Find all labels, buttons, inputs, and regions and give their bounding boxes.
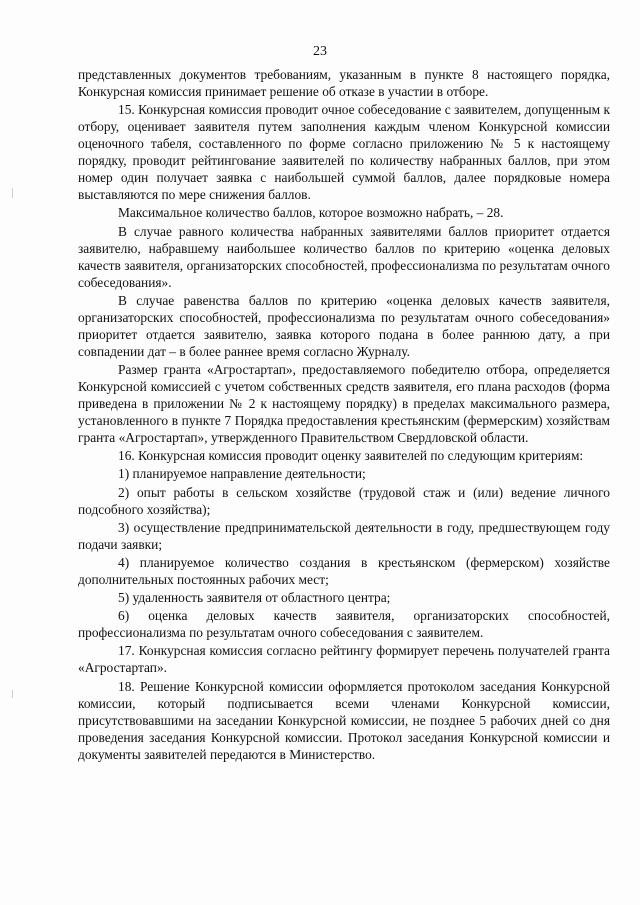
document-body bbox=[78, 66, 610, 764]
paragraph-continuation: представленных документов требованиям, указанным в пункте 8 настоящего порядка, Конкурсная комиссия принимает решение об отказе в участии в отборе. bbox=[78, 67, 610, 99]
paragraph-equal-score-priority: В случае равного количества набранных заявителями баллов приоритет отдается заявителю, набравшему наибольшее количество баллов по критерию «оценка деловых качеств заявителя, организаторских способностей, профессионализма по результатам очного собеседования». bbox=[78, 223, 610, 290]
criterion-4: 4) планируемое количество создания в крестьянском (фермерском) хозяйстве дополнительных постоянных рабочих мест; bbox=[78, 554, 610, 587]
criterion-5: 5) удаленность заявителя от областного центра; bbox=[118, 590, 391, 606]
criterion-2: 2) опыт работы в сельском хозяйстве (трудовой стаж и (или) ведение личного подсобного хозяйства); bbox=[78, 484, 610, 517]
paragraph-item-16: 16. Конкурсная комиссия проводит оценку заявителей по следующим критериям: bbox=[118, 448, 584, 464]
scan-margin-mark-top bbox=[12, 188, 13, 198]
scan-margin-mark-bottom bbox=[12, 690, 13, 698]
paragraph-max-score: Максимальное количество баллов, которое возможно набрать, – 28. bbox=[118, 205, 504, 221]
page-number: 23 bbox=[313, 44, 327, 59]
paragraph-item-15: 15. Конкурсная комиссия проводит очное собеседование с заявителем, допущенным к отбору, оценивает заявителя путем заполнения каждым членом Конкурсной комиссии оценочного табеля, составленного по форме согласно приложению № 5 к настоящему порядку, проводит рейтингование заявителей по количеству набранных баллов, при этом номер один получает заявка с наибольшей суммой баллов, далее порядковые номера выставляются по мере снижения баллов. bbox=[78, 102, 610, 203]
paragraph-item-17: 17. Конкурсная комиссия согласно рейтингу формирует перечень получателей гранта «Агростартап». bbox=[78, 643, 610, 676]
paragraph-equal-criterion-priority: В случае равенства баллов по критерию «оценка деловых качеств заявителя, организаторских способностей, профессионализма по результатам очного собеседования» приоритет отдается заявителю, заявка которого подана в более раннюю дату, а при совпадении дат – в более раннее время согласно Журналу. bbox=[78, 292, 610, 359]
paragraph-item-18: 18. Решение Конкурсной комиссии оформляется протоколом заседания Конкурсной комиссии, который подписывается всеми членами Конкурсной комиссии, присутствовавшими на заседании Конкурсной комиссии, не позднее 5 рабочих дней со дня проведения заседания Конкурсной комиссии. Протокол заседания Конкурсной комиссии и документы заявителей передаются в Министерство. bbox=[78, 678, 610, 762]
criterion-3: 3) осуществление предпринимательской деятельности в году, предшествующем году подачи заявки; bbox=[78, 519, 610, 552]
paragraph-grant-size: Размер гранта «Агростартап», предоставляемого победителю отбора, определяется Конкурсной комиссией с учетом собственных средств заявителя, его плана расходов (форма приведена в приложении № 2 к настоящему порядку) в пределах максимального размера, установленного в пункте 7 Порядка предоставления крестьянским (фермерским) хозяйствам гранта «Агростартап», утвержденного Правительством Свердловской области. bbox=[78, 361, 610, 445]
criterion-6: 6) оценка деловых качеств заявителя, организаторских способностей, профессионализма по результатам очного собеседования с заявителем. bbox=[78, 608, 610, 641]
criterion-1: 1) планируемое направление деятельности; bbox=[118, 466, 366, 482]
